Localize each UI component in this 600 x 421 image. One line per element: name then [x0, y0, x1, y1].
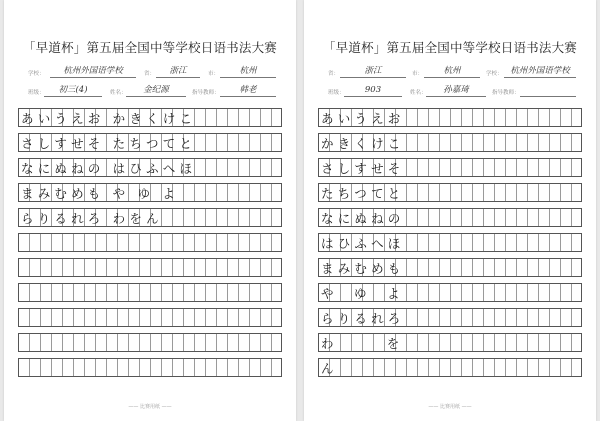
city-field: 市： 杭州: [412, 63, 482, 79]
city-field: 市： 杭州: [208, 63, 278, 79]
handwritten-text: なにぬねの: [321, 211, 405, 226]
grid-line: [18, 108, 282, 127]
grid-line: [318, 108, 582, 127]
left-sheet: [4, 0, 296, 421]
grid-line: [318, 133, 582, 152]
teacher-value: [520, 84, 576, 97]
province-value: 浙江: [156, 65, 200, 78]
grid-line: [18, 308, 282, 327]
grid-line: [318, 308, 582, 327]
grid-line: [318, 158, 582, 177]
handwritten-text: あいうえお かきくけこ: [21, 111, 197, 126]
school-value: 杭州外国语学校: [504, 65, 576, 78]
info-row-location: [328, 63, 578, 79]
name-field: 姓名： 孙嘉琦: [410, 82, 488, 98]
grade-value: 初三(4): [44, 84, 102, 97]
grid-line: [318, 233, 582, 252]
grid-line: [318, 183, 582, 202]
handwritten-text: わ を: [321, 336, 404, 351]
contest-title: 「早道杯」第五届全国中等学校日语书法大赛: [322, 40, 577, 55]
name-value: 孙嘉琦: [426, 84, 486, 97]
handwritten-text: かきくけこ: [321, 136, 405, 151]
handwritten-text: ん: [321, 361, 338, 376]
handwritten-text: や ゆ よ: [321, 286, 404, 301]
grade-field: 班级： 903: [328, 82, 406, 98]
grade-value: 903: [344, 84, 402, 97]
handwritten-text: らりるれろ わをん: [21, 211, 163, 226]
grid-line: [18, 333, 282, 352]
writing-grid: [318, 108, 582, 390]
handwritten-text: たちつてと: [321, 186, 405, 201]
writing-grid: [18, 108, 282, 390]
grid-line: [18, 358, 282, 377]
info-row-school: [28, 63, 278, 79]
province-value: 浙江: [340, 65, 406, 78]
handwritten-text: らりるれろ: [321, 311, 405, 326]
grid-line: [18, 283, 282, 302]
teacher-field: 指导教师：: [492, 82, 578, 98]
handwritten-text: さしすせそ: [321, 161, 405, 176]
info-row-class: [28, 82, 278, 98]
handwritten-text: なにぬねの はひふへほ: [21, 161, 197, 176]
sheet-footer: —— 比赛用纸 ——: [428, 404, 472, 410]
grid-line: [318, 208, 582, 227]
grid-line: [18, 233, 282, 252]
teacher-field: 指导教师： 韩老: [192, 82, 278, 98]
grid-line: [18, 133, 282, 152]
handwritten-text: まみむめも や ゆ よ: [21, 186, 180, 201]
info-row-class: [328, 82, 578, 98]
grid-line: [18, 258, 282, 277]
name-field: 姓名： 金纪源: [110, 82, 188, 98]
grid-line: [318, 358, 582, 377]
grid-line: [18, 183, 282, 202]
grid-line: [318, 283, 582, 302]
province-field: 省： 浙江: [144, 63, 202, 79]
sheet-footer: —— 比赛用纸 ——: [128, 404, 172, 410]
province-field: 省： 浙江: [328, 63, 408, 79]
handwritten-text: あいうえお: [321, 111, 405, 126]
grid-line: [18, 208, 282, 227]
school-field: 学校： 杭州外国语学校: [486, 63, 578, 79]
grid-line: [18, 158, 282, 177]
handwritten-text: まみむめも: [321, 261, 405, 276]
school-field: 学校： 杭州外国语学校: [28, 63, 138, 79]
contest-title: 「早道杯」第五届全国中等学校日语书法大赛: [22, 40, 277, 55]
name-value: 金纪源: [126, 84, 186, 97]
grid-line: [318, 258, 582, 277]
city-value: 杭州: [424, 65, 480, 78]
teacher-value: 韩老: [220, 84, 276, 97]
handwritten-text: さしすせそ たちつてと: [21, 136, 197, 151]
handwritten-text: はひふへほ: [321, 236, 405, 251]
grade-field: 班级： 初三(4): [28, 82, 106, 98]
city-value: 杭州: [220, 65, 276, 78]
right-sheet: [304, 0, 596, 421]
grid-line: [318, 333, 582, 352]
school-value: 杭州外国语学校: [50, 65, 136, 78]
